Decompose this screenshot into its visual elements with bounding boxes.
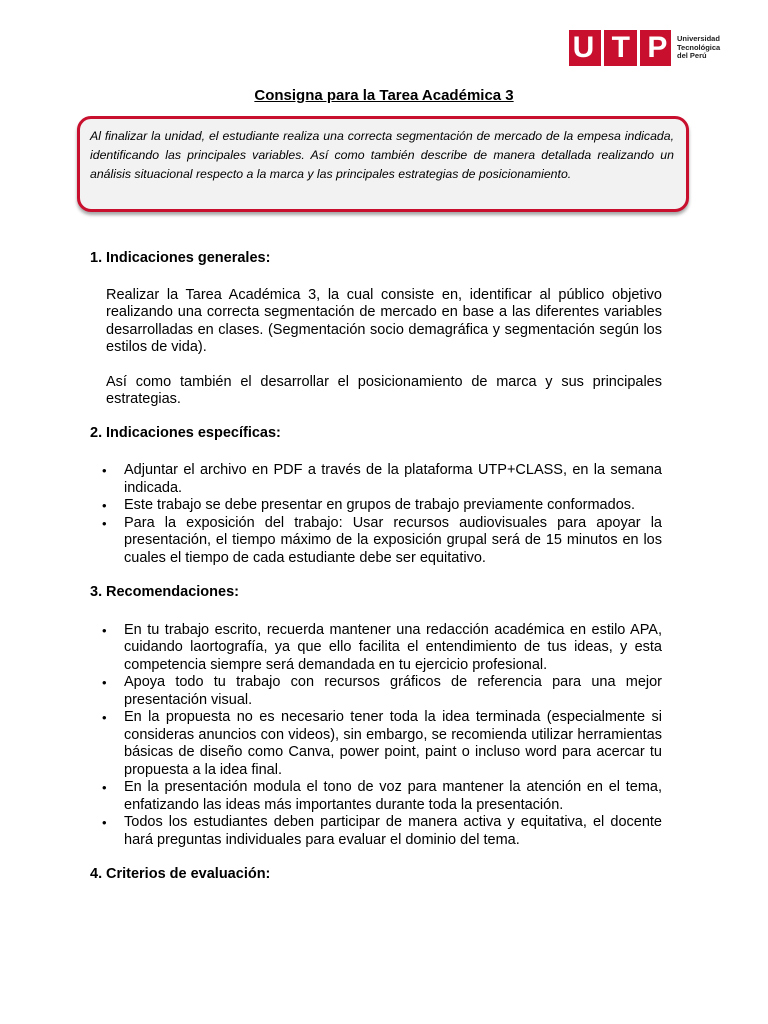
utp-logo: [569, 30, 720, 66]
logo-separator: [601, 30, 604, 66]
section-heading-general: 1. Indicaciones generales:: [90, 250, 271, 266]
list-item: • Apoya todo tu trabajo con recursos gráficos de referencia para una mejor presentación visual.: [124, 674, 662, 709]
list-item: • En la propuesta no es necesario tener toda la idea terminada (especialmente si consideras anuncios con videos), sin embargo, se recomienda utilizar herramientas básicas de diseño como Canva, power point, paint o incluso word para acercar tu propuesta a la idea final.: [124, 709, 662, 779]
list-item: • En la presentación modula el tono de voz para mantener la atención en el tema, enfatizando las ideas más importantes durante toda la presentación.: [124, 779, 662, 814]
list-item: • Este trabajo se debe presentar en grupos de trabajo previamente conformados.: [124, 497, 662, 515]
objective-box: Al finalizar la unidad, el estudiante realiza una correcta segmentación de mercado de la empesa indicada, identificando las principales variables. Así como también describe de manera detallada realizando un análisis situacional respecto a la marca y las principales estrategias de posicionamiento.: [77, 116, 689, 212]
logo-letter-p: P: [647, 31, 668, 64]
logo-wordmark: Universidad Tecnológica del Perú: [677, 34, 721, 61]
section-heading-criteria: 4. Criterios de evaluación:: [90, 866, 271, 882]
general-paragraph-2: Así como también el desarrollar el posicionamiento de marca y sus principales estrategias.: [106, 373, 662, 407]
specific-list: [90, 462, 662, 567]
document-body: [90, 250, 662, 884]
list-item: • Para la exposición del trabajo: Usar recursos audiovisuales para apoyar la presentación, el tiempo máximo de la exposición grupal será de 15 minutos en los cuales el tiempo de cada estudiante debe ser equitativo.: [124, 515, 662, 568]
logo-letter-t: T: [611, 31, 630, 64]
list-item: • Adjuntar el archivo en PDF a través de la plataforma UTP+CLASS, en la semana indicada.: [124, 462, 662, 497]
section-heading-recommendations: 3. Recomendaciones:: [90, 584, 239, 600]
logo-mark: [569, 30, 671, 66]
recommendations-list: [90, 622, 662, 850]
page-title: Consigna para la Tarea Académica 3: [254, 87, 514, 104]
list-item: • Todos los estudiantes deben participar de manera activa y equitativa, el docente hará preguntas individuales para evaluar el dominio del tema.: [124, 814, 662, 849]
section-heading-specific: 2. Indicaciones específicas:: [90, 424, 281, 441]
list-item: • En tu trabajo escrito, recuerda mantener una redacción académica en estilo APA, cuidando laortografía, ya que ello facilita el entendimiento de tus ideas, y esta competencia siempre será demandada en tu ejercicio profesional.: [124, 622, 662, 675]
logo-letter-u: U: [572, 31, 595, 64]
general-paragraph-1: Realizar la Tarea Académica 3, la cual consiste en, identificar al público objetivo realizando una correcta segmentación de mercado en base a las diferentes variables desarrolladas en clases. (Segmentación socio demagráfica y segmentación según los estilos de vida).: [106, 286, 662, 355]
logo-separator: [637, 30, 640, 66]
